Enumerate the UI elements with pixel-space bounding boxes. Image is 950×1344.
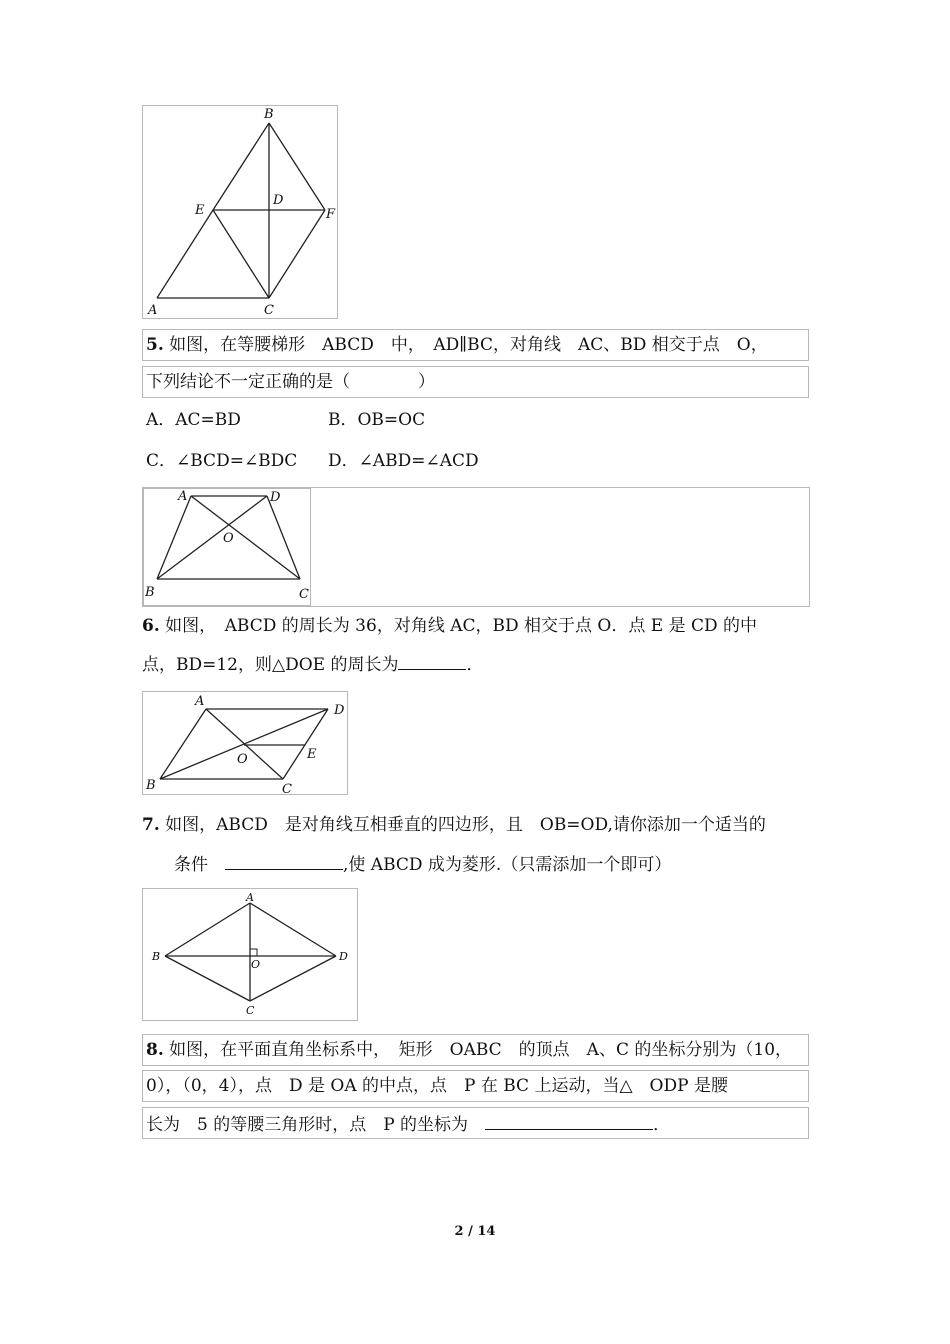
label-C: C — [299, 587, 309, 602]
q8-text-3-end: ． — [653, 1115, 671, 1135]
q5-number: 5. — [146, 335, 164, 355]
figure-q5-trapezoid — [142, 487, 810, 607]
q6-number: 6. — [142, 616, 160, 636]
page-number: 2 / 14 — [454, 1224, 496, 1239]
figure-top-diagram — [142, 105, 338, 319]
label-C: C — [246, 1004, 255, 1017]
q6-text-2-end: ． — [466, 655, 484, 675]
q5-option-c: C．∠BCD=∠BDC — [146, 451, 298, 471]
figure-q6-svg — [143, 692, 347, 794]
label-D: D — [339, 950, 348, 963]
q8-line-1 — [142, 1034, 809, 1066]
label-O: O — [223, 531, 234, 546]
label-E: E — [307, 747, 317, 762]
label-C: C — [264, 303, 274, 318]
figure-q5-svg — [143, 488, 311, 606]
q8-text-3: 长为 5 的等腰三角形时，点 P 的坐标为 — [146, 1115, 486, 1135]
label-D: D — [273, 193, 284, 208]
q5-option-b: B．OB=OC — [328, 410, 426, 430]
label-E: E — [195, 203, 205, 218]
label-O: O — [237, 752, 248, 767]
label-O: O — [251, 958, 261, 971]
figure-q7-rhombus — [142, 888, 358, 1021]
q6-answer-blank[interactable] — [398, 651, 466, 670]
label-A: A — [148, 303, 158, 318]
q7-text-1: 如图，ABCD 是对角线互相垂直的四边形，且 OB=OD,请你添加一个适当的 — [165, 815, 766, 835]
label-D: D — [334, 703, 345, 718]
q5-text-1: 如图，在等腰梯形 ABCD 中， AD∥BC，对角线 AC、BD 相交于点 O， — [169, 335, 768, 355]
figure-top-svg — [143, 106, 337, 318]
q8-number: 8. — [146, 1040, 164, 1060]
q8-text-1: 如图，在平面直角坐标系中， 矩形 OABC 的顶点 A、C 的坐标分别为（10， — [169, 1040, 793, 1060]
q5-line-1 — [142, 329, 809, 361]
q8-text-2: 0），（0，4），点 D 是 OA 的中点，点 P 在 BC 上运动，当△ ODP 是腰 — [146, 1076, 728, 1096]
q5-text-2: 下列结论不一定正确的是（ ） — [146, 372, 435, 392]
q7-text-2: 条件 — [174, 855, 225, 875]
q7-number: 7. — [142, 815, 160, 835]
q5-line-2 — [142, 366, 809, 398]
label-D: D — [270, 490, 281, 505]
q7-answer-blank[interactable] — [225, 851, 343, 870]
label-B: B — [145, 585, 155, 600]
q6-line-2 — [142, 651, 483, 677]
q8-answer-blank[interactable] — [485, 1111, 653, 1130]
q8-line-3 — [142, 1107, 809, 1139]
label-B: B — [146, 778, 156, 793]
figure-q7-svg — [143, 889, 357, 1020]
q6-line-1 — [142, 614, 757, 638]
q5-option-a: A．AC=BD — [146, 410, 241, 430]
q7-text-2-end: ,使 ABCD 成为菱形.（只需添加一个即可） — [343, 855, 672, 875]
q8-line-2 — [142, 1070, 809, 1102]
label-A: A — [195, 694, 205, 709]
q7-line-1 — [142, 813, 766, 837]
q6-text-2: 点，BD=12，则△DOE 的周长为 — [142, 655, 399, 675]
label-A: A — [178, 489, 188, 504]
q7-line-2 — [174, 851, 671, 877]
label-C: C — [282, 782, 292, 794]
label-B: B — [152, 950, 161, 963]
label-B: B — [264, 107, 274, 122]
q5-option-d: D．∠ABD=∠ACD — [328, 451, 479, 471]
label-A: A — [246, 891, 254, 904]
figure-q6-parallelogram — [142, 691, 348, 795]
q6-text-1: 如图， ABCD 的周长为 36，对角线 AC，BD 相交于点 O．点 E 是 CD 的中 — [165, 616, 758, 636]
label-F: F — [326, 207, 336, 222]
